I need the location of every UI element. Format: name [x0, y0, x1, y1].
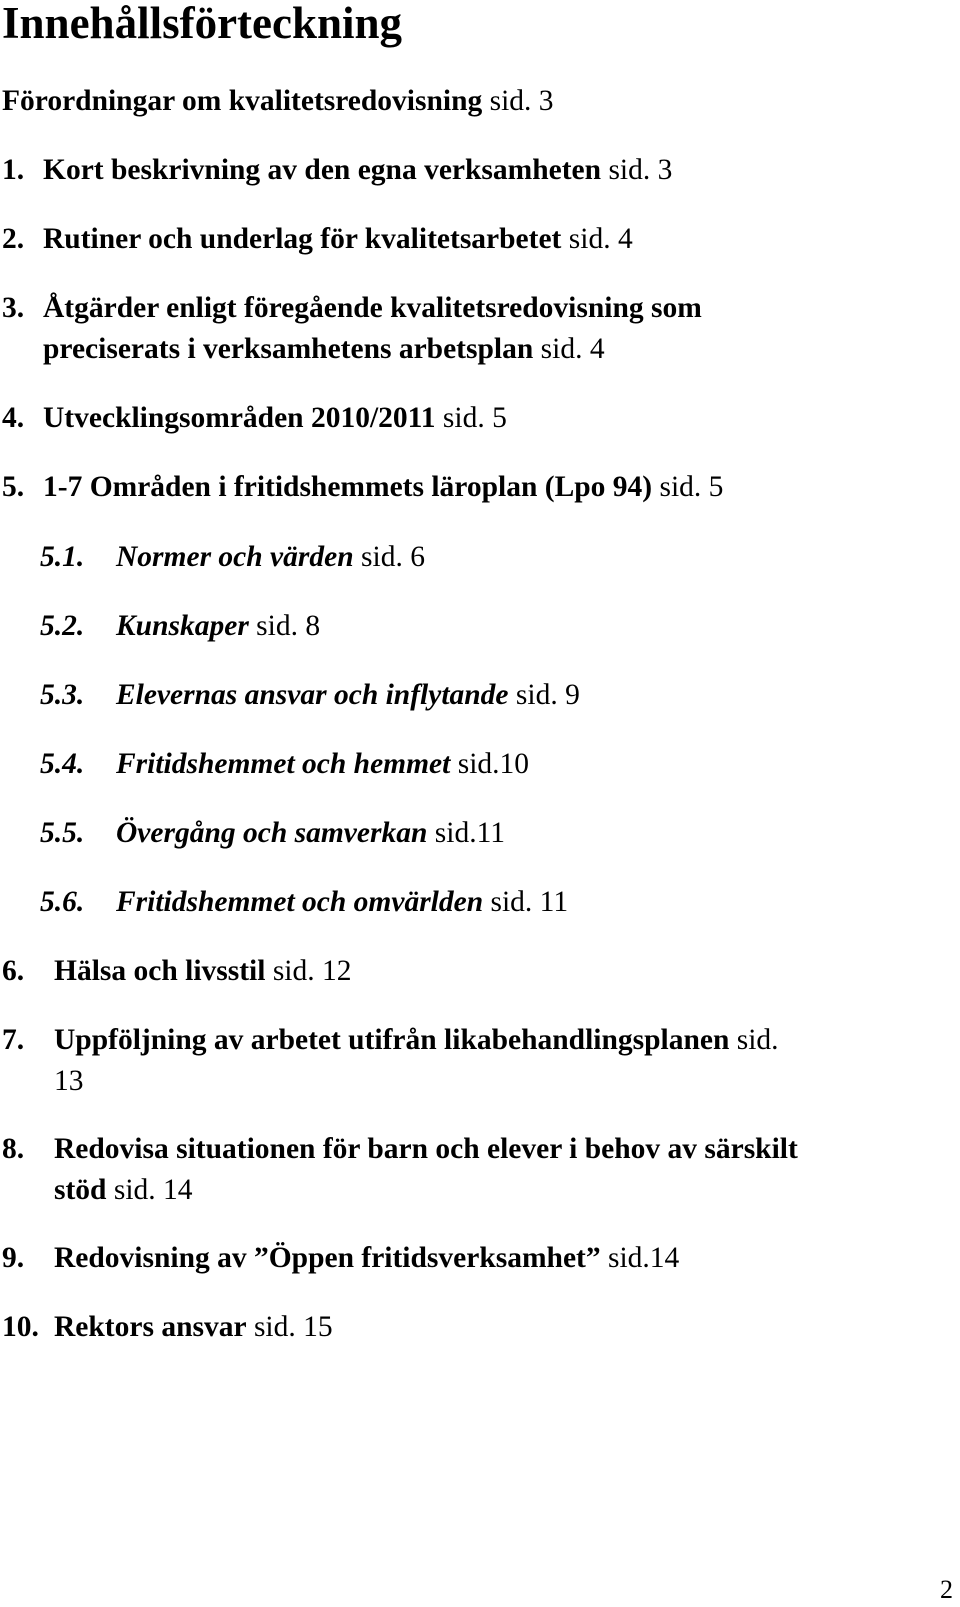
toc-subentry-number: 5.4. [40, 748, 85, 780]
toc-entry-10[interactable] [2, 1307, 333, 1347]
page-number: 2 [940, 1575, 953, 1604]
toc-subentry-page: sid. 11 [490, 886, 569, 918]
toc-entry-number: 9. [2, 1242, 25, 1274]
toc-entry-title: Kort beskrivning av den egna verksamheten [43, 154, 602, 186]
toc-subentry-title: Kunskaper [116, 610, 249, 642]
toc-entry-3[interactable] [2, 288, 702, 328]
toc-subentry-page: sid. 9 [515, 679, 580, 711]
toc-entry-page-continuation: 13 [54, 1065, 84, 1097]
toc-subentry-page: sid. 8 [256, 610, 321, 642]
toc-entry-number: 10. [2, 1311, 39, 1343]
toc-entry-title: Redovisning av ”Öppen fritidsverksamhet” [54, 1242, 601, 1274]
toc-entry-number: 5. [2, 471, 25, 503]
toc-entry-title: 1-7 Områden i fritidshemmets läroplan (Lpo 94) [43, 471, 653, 503]
toc-entry-title: Redovisa situationen för barn och elever i behov av särskilt [54, 1133, 798, 1165]
toc-entry-6[interactable] [2, 951, 352, 991]
toc-entry-4[interactable] [2, 398, 507, 438]
toc-subentry-5-5[interactable] [40, 813, 505, 853]
toc-subentry-5-1[interactable] [40, 537, 425, 577]
toc-entry-page: sid. 3 [608, 154, 673, 186]
toc-subentry-5-6[interactable] [40, 882, 568, 922]
toc-entry-page: sid. [736, 1024, 779, 1056]
toc-entry-title: Rektors ansvar [54, 1311, 247, 1343]
page-title: Innehållsförteckning [2, 0, 403, 48]
toc-entry-page: sid. 4 [540, 333, 605, 365]
toc-entry-7[interactable] [2, 1020, 779, 1060]
toc-entry-page: sid. 5 [659, 471, 724, 503]
toc-subentry-number: 5.1. [40, 541, 85, 573]
toc-subentry-title: Normer och värden [116, 541, 354, 573]
toc-entry-8-continuation[interactable] [54, 1170, 193, 1210]
toc-entry-number: 8. [2, 1133, 25, 1165]
toc-entry-2[interactable] [2, 219, 633, 259]
toc-entry-title: Rutiner och underlag för kvalitetsarbetet [43, 223, 562, 255]
toc-entry-page: sid.14 [608, 1242, 680, 1274]
toc-subentry-number: 5.2. [40, 610, 85, 642]
toc-entry-number: 7. [2, 1024, 25, 1056]
toc-entry-page: sid. 4 [568, 223, 633, 255]
toc-entry-9[interactable] [2, 1238, 679, 1278]
toc-entry-title: Åtgärder enligt föregående kvalitetsredovisning som [43, 292, 702, 324]
toc-entry-1[interactable] [2, 150, 672, 190]
toc-subentry-page: sid.11 [434, 817, 505, 849]
toc-entry-preface[interactable] [2, 81, 554, 121]
toc-subentry-number: 5.5. [40, 817, 85, 849]
toc-entry-5[interactable] [2, 467, 723, 507]
toc-subentry-title: Fritidshemmet och omvärlden [116, 886, 484, 918]
toc-entry-3-continuation[interactable] [43, 329, 605, 369]
toc-entry-number: 2. [2, 223, 25, 255]
toc-entry-title: Förordningar om kvalitetsredovisning [2, 85, 483, 117]
toc-entry-8[interactable] [2, 1129, 798, 1169]
toc-entry-title: Hälsa och livsstil [54, 955, 266, 987]
toc-entry-title: Uppföljning av arbetet utifrån likabehandlingsplanen [54, 1024, 730, 1056]
toc-entry-page: sid. 14 [113, 1174, 193, 1206]
toc-entry-number: 6. [2, 955, 25, 987]
toc-entry-title: Utvecklingsområden 2010/2011 [43, 402, 436, 434]
toc-entry-page: sid. 15 [253, 1311, 333, 1343]
toc-subentry-title: Fritidshemmet och hemmet [116, 748, 451, 780]
toc-entry-page: sid. 3 [489, 85, 554, 117]
toc-subentry-page: sid.10 [457, 748, 530, 780]
toc-subentry-5-4[interactable] [40, 744, 529, 784]
toc-entry-page: sid. 5 [442, 402, 507, 434]
toc-entry-7-continuation[interactable] [54, 1061, 84, 1101]
toc-entry-number: 1. [2, 154, 25, 186]
toc-subentry-number: 5.3. [40, 679, 85, 711]
toc-entry-page: sid. 12 [272, 955, 352, 987]
toc-entry-title-continuation: stöd [54, 1174, 107, 1206]
toc-subentry-page: sid. 6 [361, 541, 425, 573]
toc-subentry-title: Elevernas ansvar och inflytande [116, 679, 509, 711]
toc-subentry-title: Övergång och samverkan [116, 817, 428, 849]
toc-entry-number: 4. [2, 402, 25, 434]
toc-subentry-5-2[interactable] [40, 606, 320, 646]
toc-entry-number: 3. [2, 292, 25, 324]
toc-subentry-5-3[interactable] [40, 675, 580, 715]
toc-subentry-number: 5.6. [40, 886, 85, 918]
toc-entry-title-continuation: preciserats i verksamhetens arbetsplan [43, 333, 534, 365]
